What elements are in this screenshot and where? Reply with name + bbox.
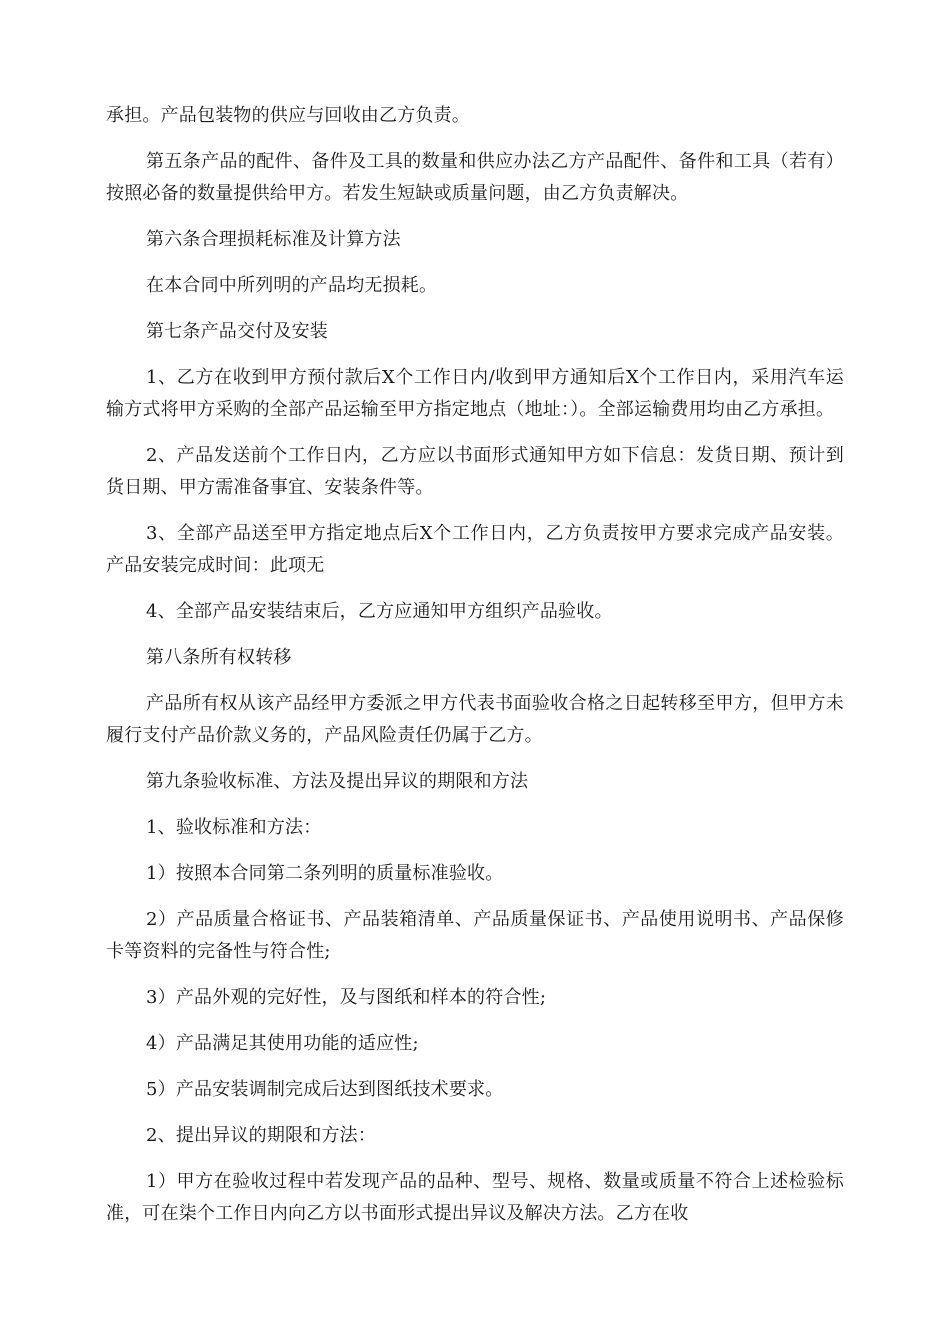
list-item: 2）产品质量合格证书、产品装箱清单、产品质量保证书、产品使用说明书、产品保修卡等资料的完备性与符合性;: [106, 909, 844, 962]
list-item: 1）甲方在验收过程中若发现产品的品种、型号、规格、数量或质量不符合上述检验标准，可在柒个工作日内向乙方以书面形式提出异议及解决方法。乙方在收: [106, 1171, 844, 1224]
paragraph: 2、产品发送前个工作日内，乙方应以书面形式通知甲方如下信息：发货日期、预计到货日期、甲方需准备事宜、安装条件等。: [106, 445, 844, 498]
document-body: [106, 100, 844, 1244]
article-7-heading: 第七条产品交付及安装: [146, 321, 328, 342]
article-8-heading: 第八条所有权转移: [146, 647, 292, 668]
list-item: 3）产品外观的完好性，及与图纸和样本的符合性;: [146, 987, 547, 1008]
list-item: 5）产品安装调制完成后达到图纸技术要求。: [146, 1079, 504, 1100]
list-item: 1）按照本合同第二条列明的质量标准验收。: [146, 863, 504, 884]
paragraph: 1、乙方在收到甲方预付款后X个工作日内/收到甲方通知后X个工作日内，采用汽车运输方式将甲方采购的全部产品运输至甲方指定地点（地址：）。全部运输费用均由乙方承担。: [106, 367, 844, 420]
article-5-paragraph: 第五条产品的配件、备件及工具的数量和供应办法乙方产品配件、备件和工具（若有）按照必备的数量提供给甲方。若发生短缺或质量问题，由乙方负责解决。: [106, 151, 844, 204]
list-item: 4）产品满足其使用功能的适应性;: [146, 1033, 419, 1054]
article-6-heading: 第六条合理损耗标准及计算方法: [146, 229, 401, 250]
paragraph: 2、提出异议的期限和方法：: [146, 1125, 377, 1146]
paragraph: 承担。产品包装物的供应与回收由乙方负责。: [106, 105, 470, 126]
article-9-heading: 第九条验收标准、方法及提出异议的期限和方法: [146, 771, 529, 792]
paragraph: 在本合同中所列明的产品均无损耗。: [146, 275, 438, 296]
paragraph: 1、验收标准和方法：: [146, 817, 322, 838]
paragraph: 3、全部产品送至甲方指定地点后X个工作日内，乙方负责按甲方要求完成产品安装。产品安装完成时间：此项无: [106, 523, 844, 576]
paragraph: 4、全部产品安装结束后，乙方应通知甲方组织产品验收。: [146, 601, 613, 622]
paragraph: 产品所有权从该产品经甲方委派之甲方代表书面验收合格之日起转移至甲方，但甲方未履行支付产品价款义务的，产品风险责任仍属于乙方。: [106, 693, 844, 746]
